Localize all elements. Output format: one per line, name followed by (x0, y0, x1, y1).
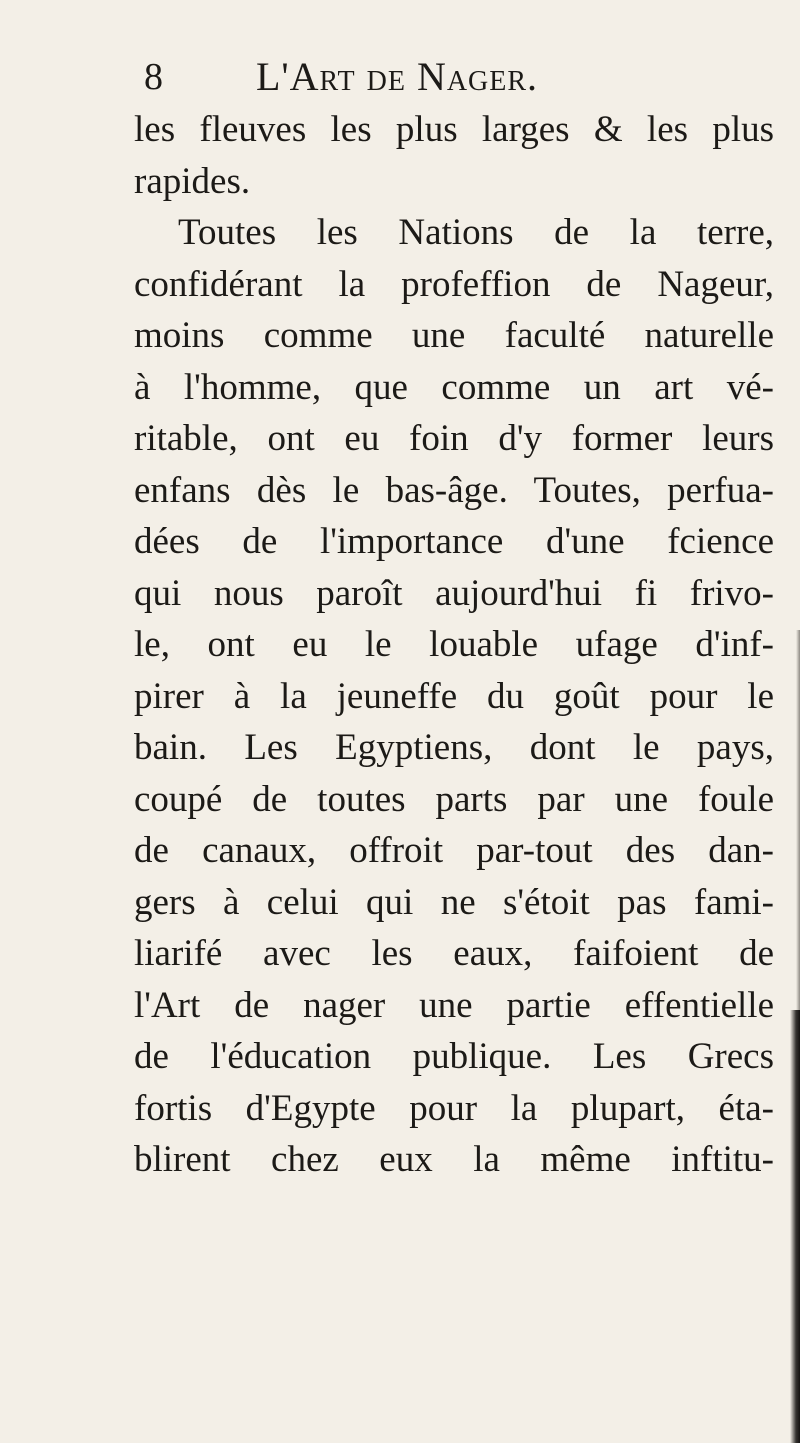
text-line: blirent chez eux la même inftitu- (134, 1139, 774, 1180)
text-line: ritable, ont eu foin d'y former leurs (134, 418, 774, 459)
text-line: le, ont eu le louable ufage d'inf- (134, 624, 774, 665)
text-line: à l'homme, que comme un art vé- (134, 366, 774, 408)
text-line: bain. Les Egyptiens, dont le pays, (134, 727, 774, 768)
page-header (134, 52, 774, 102)
text-line: de canaux, offroit par-tout des dan- (134, 830, 774, 871)
text-line: rapides. (134, 160, 251, 202)
text-line: confidérant la profeffion de Nageur, (134, 263, 774, 305)
text-line: qui nous paroît aujourd'hui fi frivo- (134, 572, 774, 614)
text-line: gers à celui qui ne s'étoit pas fami- (134, 881, 774, 923)
body-text (134, 104, 774, 1186)
text-line: les fleuves les plus larges & les plus (134, 109, 774, 150)
text-line: pirer à la jeuneffe du goût pour le (134, 675, 774, 717)
text-line: enfans dès le bas-âge. Toutes, perfua- (134, 469, 774, 511)
text-line: coupé de toutes parts par une foule (134, 778, 774, 820)
page-number: 8 (144, 56, 163, 98)
running-title: L'Art de Nager. (256, 54, 539, 99)
text-line: l'Art de nager une partie effentielle (134, 984, 774, 1026)
text-line: Toutes les Nations de la terre, (178, 212, 774, 253)
text-line: moins comme une faculté naturelle (134, 315, 774, 356)
text-line: liarifé avec les eaux, faifoient de (134, 933, 774, 974)
text-line: de l'éducation publique. Les Grecs (134, 1036, 774, 1077)
page-edge-shadow (790, 1010, 800, 1443)
text-line: dées de l'importance d'une fcience (134, 521, 774, 562)
page-edge-shadow-light (796, 630, 800, 1010)
text-line: fortis d'Egypte pour la plupart, éta- (134, 1087, 774, 1129)
